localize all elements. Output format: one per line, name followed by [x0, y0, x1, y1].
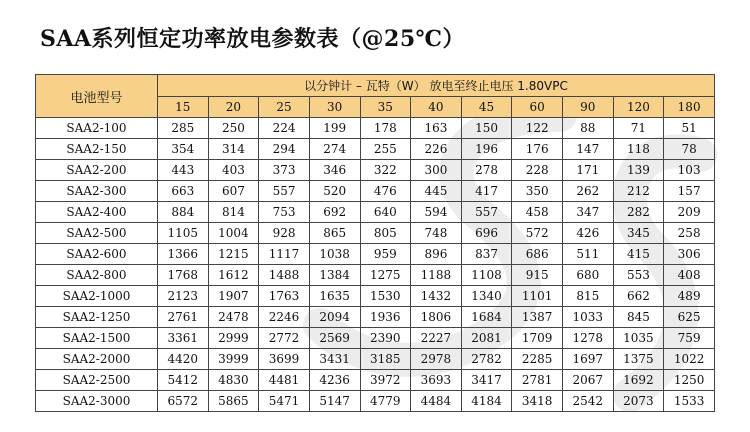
power-value-cell: 680: [563, 265, 614, 286]
power-value-cell: 163: [411, 118, 462, 139]
power-value-cell: 3417: [461, 370, 512, 391]
power-value-cell: 458: [512, 202, 563, 223]
duration-header-cell: 35: [360, 97, 411, 118]
power-value-cell: 373: [259, 160, 310, 181]
power-value-cell: 759: [664, 328, 715, 349]
power-value-cell: 1384: [309, 265, 360, 286]
power-value-cell: 157: [664, 181, 715, 202]
power-value-cell: 171: [563, 160, 614, 181]
power-value-cell: 1612: [208, 265, 259, 286]
power-value-cell: 147: [563, 139, 614, 160]
battery-model-cell: SAA2-1500: [36, 328, 158, 349]
power-value-cell: 1278: [563, 328, 614, 349]
power-value-cell: 2569: [309, 328, 360, 349]
power-value-cell: 837: [461, 244, 512, 265]
power-value-cell: 2781: [512, 370, 563, 391]
power-value-cell: 258: [664, 223, 715, 244]
power-value-cell: 1432: [411, 286, 462, 307]
power-value-cell: 5147: [309, 391, 360, 412]
power-value-cell: 553: [613, 265, 664, 286]
power-value-cell: 1035: [613, 328, 664, 349]
table-header-row: [36, 75, 715, 97]
power-value-cell: 1101: [512, 286, 563, 307]
power-value-cell: 322: [360, 160, 411, 181]
power-value-cell: 71: [613, 118, 664, 139]
power-value-cell: 686: [512, 244, 563, 265]
duration-header-cell: 15: [158, 97, 209, 118]
power-value-cell: 696: [461, 223, 512, 244]
power-value-cell: 2081: [461, 328, 512, 349]
table-row: [36, 202, 715, 223]
power-value-cell: 274: [309, 139, 360, 160]
table-row: [36, 349, 715, 370]
power-value-cell: 255: [360, 139, 411, 160]
power-value-cell: 557: [259, 181, 310, 202]
duration-header-cell: 45: [461, 97, 512, 118]
power-value-cell: 814: [208, 202, 259, 223]
power-value-cell: 476: [360, 181, 411, 202]
discharge-parameter-table: [35, 74, 715, 412]
table-row: [36, 181, 715, 202]
power-value-cell: 884: [158, 202, 209, 223]
power-value-cell: 805: [360, 223, 411, 244]
power-value-cell: 1709: [512, 328, 563, 349]
power-value-cell: 408: [664, 265, 715, 286]
power-value-cell: 4484: [411, 391, 462, 412]
power-value-cell: 4779: [360, 391, 411, 412]
power-value-cell: 1004: [208, 223, 259, 244]
power-value-cell: 1697: [563, 349, 614, 370]
power-value-cell: 1684: [461, 307, 512, 328]
battery-model-cell: SAA2-100: [36, 118, 158, 139]
power-value-cell: 815: [563, 286, 614, 307]
power-value-cell: 5471: [259, 391, 310, 412]
power-value-cell: 278: [461, 160, 512, 181]
power-value-cell: 557: [461, 202, 512, 223]
power-value-cell: 209: [664, 202, 715, 223]
table-row: [36, 118, 715, 139]
power-value-cell: 4420: [158, 349, 209, 370]
power-value-cell: 489: [664, 286, 715, 307]
table-row: [36, 286, 715, 307]
power-value-cell: 1375: [613, 349, 664, 370]
power-value-cell: 1275: [360, 265, 411, 286]
power-value-cell: 1250: [664, 370, 715, 391]
power-value-cell: 2999: [208, 328, 259, 349]
battery-model-cell: SAA2-1250: [36, 307, 158, 328]
power-value-cell: 663: [158, 181, 209, 202]
power-value-cell: 78: [664, 139, 715, 160]
power-value-cell: 250: [208, 118, 259, 139]
page-title: SAA系列恒定功率放电参数表（@25℃）: [40, 26, 466, 52]
power-value-cell: 1387: [512, 307, 563, 328]
battery-model-cell: SAA2-600: [36, 244, 158, 265]
power-value-cell: 346: [309, 160, 360, 181]
power-value-cell: 415: [613, 244, 664, 265]
power-value-cell: 2761: [158, 307, 209, 328]
power-value-cell: 2285: [512, 349, 563, 370]
battery-model-cell: SAA2-2000: [36, 349, 158, 370]
power-value-cell: 196: [461, 139, 512, 160]
power-value-cell: 4481: [259, 370, 310, 391]
power-value-cell: 1033: [563, 307, 614, 328]
table-row: [36, 244, 715, 265]
power-value-cell: 662: [613, 286, 664, 307]
battery-model-cell: SAA2-150: [36, 139, 158, 160]
battery-model-cell: SAA2-400: [36, 202, 158, 223]
power-value-cell: 2478: [208, 307, 259, 328]
power-value-cell: 347: [563, 202, 614, 223]
power-value-cell: 3999: [208, 349, 259, 370]
power-value-cell: 285: [158, 118, 209, 139]
power-value-cell: 572: [512, 223, 563, 244]
power-value-cell: 3418: [512, 391, 563, 412]
battery-model-cell: SAA2-3000: [36, 391, 158, 412]
power-value-cell: 103: [664, 160, 715, 181]
power-value-cell: 226: [411, 139, 462, 160]
power-value-cell: 306: [664, 244, 715, 265]
duration-header-cell: 20: [208, 97, 259, 118]
power-value-cell: 118: [613, 139, 664, 160]
power-value-cell: 1763: [259, 286, 310, 307]
duration-header-cell: 120: [613, 97, 664, 118]
power-value-cell: 2782: [461, 349, 512, 370]
table-row: [36, 307, 715, 328]
power-value-cell: 88: [563, 118, 614, 139]
power-value-cell: 1768: [158, 265, 209, 286]
power-value-cell: 1907: [208, 286, 259, 307]
power-value-cell: 3431: [309, 349, 360, 370]
table-row: [36, 265, 715, 286]
table-row: [36, 328, 715, 349]
power-value-cell: 403: [208, 160, 259, 181]
power-value-cell: 1366: [158, 244, 209, 265]
power-value-cell: 1488: [259, 265, 310, 286]
table-row: [36, 160, 715, 181]
power-value-cell: 1340: [461, 286, 512, 307]
table-body: [36, 118, 715, 412]
power-value-cell: 314: [208, 139, 259, 160]
power-value-cell: 262: [563, 181, 614, 202]
duration-header-cell: 25: [259, 97, 310, 118]
duration-header-cell: 90: [563, 97, 614, 118]
power-value-cell: 2542: [563, 391, 614, 412]
power-value-cell: 4236: [309, 370, 360, 391]
battery-model-cell: SAA2-2500: [36, 370, 158, 391]
power-value-cell: 865: [309, 223, 360, 244]
battery-model-cell: SAA2-300: [36, 181, 158, 202]
power-value-cell: 3699: [259, 349, 310, 370]
power-value-cell: 915: [512, 265, 563, 286]
power-value-cell: 282: [613, 202, 664, 223]
power-value-cell: 896: [411, 244, 462, 265]
power-value-cell: 607: [208, 181, 259, 202]
power-value-cell: 443: [158, 160, 209, 181]
power-value-cell: 1105: [158, 223, 209, 244]
power-value-cell: 1530: [360, 286, 411, 307]
power-value-cell: 1038: [309, 244, 360, 265]
power-value-cell: 122: [512, 118, 563, 139]
table-row: [36, 391, 715, 412]
battery-model-cell: SAA2-500: [36, 223, 158, 244]
power-value-cell: 5865: [208, 391, 259, 412]
power-value-cell: 1117: [259, 244, 310, 265]
battery-model-cell: SAA2-1000: [36, 286, 158, 307]
power-value-cell: 294: [259, 139, 310, 160]
power-value-cell: 1215: [208, 244, 259, 265]
power-value-cell: 753: [259, 202, 310, 223]
power-value-cell: 928: [259, 223, 310, 244]
power-value-cell: 5412: [158, 370, 209, 391]
power-value-cell: 4830: [208, 370, 259, 391]
power-value-cell: 3972: [360, 370, 411, 391]
power-value-cell: 2978: [411, 349, 462, 370]
battery-model-cell: SAA2-800: [36, 265, 158, 286]
power-value-cell: 6572: [158, 391, 209, 412]
power-value-cell: 1692: [613, 370, 664, 391]
power-value-cell: 3693: [411, 370, 462, 391]
power-value-cell: 354: [158, 139, 209, 160]
power-value-cell: 625: [664, 307, 715, 328]
power-value-cell: 2094: [309, 307, 360, 328]
power-value-cell: 426: [563, 223, 614, 244]
power-value-cell: 2246: [259, 307, 310, 328]
power-value-cell: 1022: [664, 349, 715, 370]
power-value-cell: 640: [360, 202, 411, 223]
power-value-cell: 748: [411, 223, 462, 244]
power-value-cell: 2772: [259, 328, 310, 349]
power-value-cell: 228: [512, 160, 563, 181]
power-value-cell: 345: [613, 223, 664, 244]
power-value-cell: 2073: [613, 391, 664, 412]
power-value-cell: 417: [461, 181, 512, 202]
power-value-cell: 692: [309, 202, 360, 223]
power-value-cell: 1533: [664, 391, 715, 412]
duration-header-cell: 40: [411, 97, 462, 118]
power-value-cell: 2227: [411, 328, 462, 349]
duration-header-cell: 60: [512, 97, 563, 118]
table-row: [36, 223, 715, 244]
duration-header-cell: 30: [309, 97, 360, 118]
power-value-cell: 2390: [360, 328, 411, 349]
power-value-cell: 176: [512, 139, 563, 160]
power-value-cell: 300: [411, 160, 462, 181]
battery-model-cell: SAA2-200: [36, 160, 158, 181]
power-value-cell: 139: [613, 160, 664, 181]
power-value-cell: 4184: [461, 391, 512, 412]
power-value-cell: 1936: [360, 307, 411, 328]
power-value-cell: 212: [613, 181, 664, 202]
model-column-header: 电池型号: [36, 75, 158, 118]
power-value-cell: 178: [360, 118, 411, 139]
power-value-cell: 1635: [309, 286, 360, 307]
power-value-cell: 511: [563, 244, 614, 265]
power-value-cell: 845: [613, 307, 664, 328]
power-value-cell: 3361: [158, 328, 209, 349]
power-value-cell: 51: [664, 118, 715, 139]
power-value-cell: 1806: [411, 307, 462, 328]
power-value-cell: 3185: [360, 349, 411, 370]
power-value-cell: 959: [360, 244, 411, 265]
power-value-cell: 150: [461, 118, 512, 139]
power-value-cell: 199: [309, 118, 360, 139]
power-value-cell: 520: [309, 181, 360, 202]
power-value-cell: 224: [259, 118, 310, 139]
discharge-condition-header: 以分钟计 – 瓦特（W） 放电至终止电压 1.80VPC: [158, 75, 715, 97]
duration-header-cell: 180: [664, 97, 715, 118]
power-value-cell: 350: [512, 181, 563, 202]
power-value-cell: 594: [411, 202, 462, 223]
table-row: [36, 370, 715, 391]
power-value-cell: 445: [411, 181, 462, 202]
power-value-cell: 2067: [563, 370, 614, 391]
power-value-cell: 2123: [158, 286, 209, 307]
table-row: [36, 139, 715, 160]
power-value-cell: 1108: [461, 265, 512, 286]
power-value-cell: 1188: [411, 265, 462, 286]
